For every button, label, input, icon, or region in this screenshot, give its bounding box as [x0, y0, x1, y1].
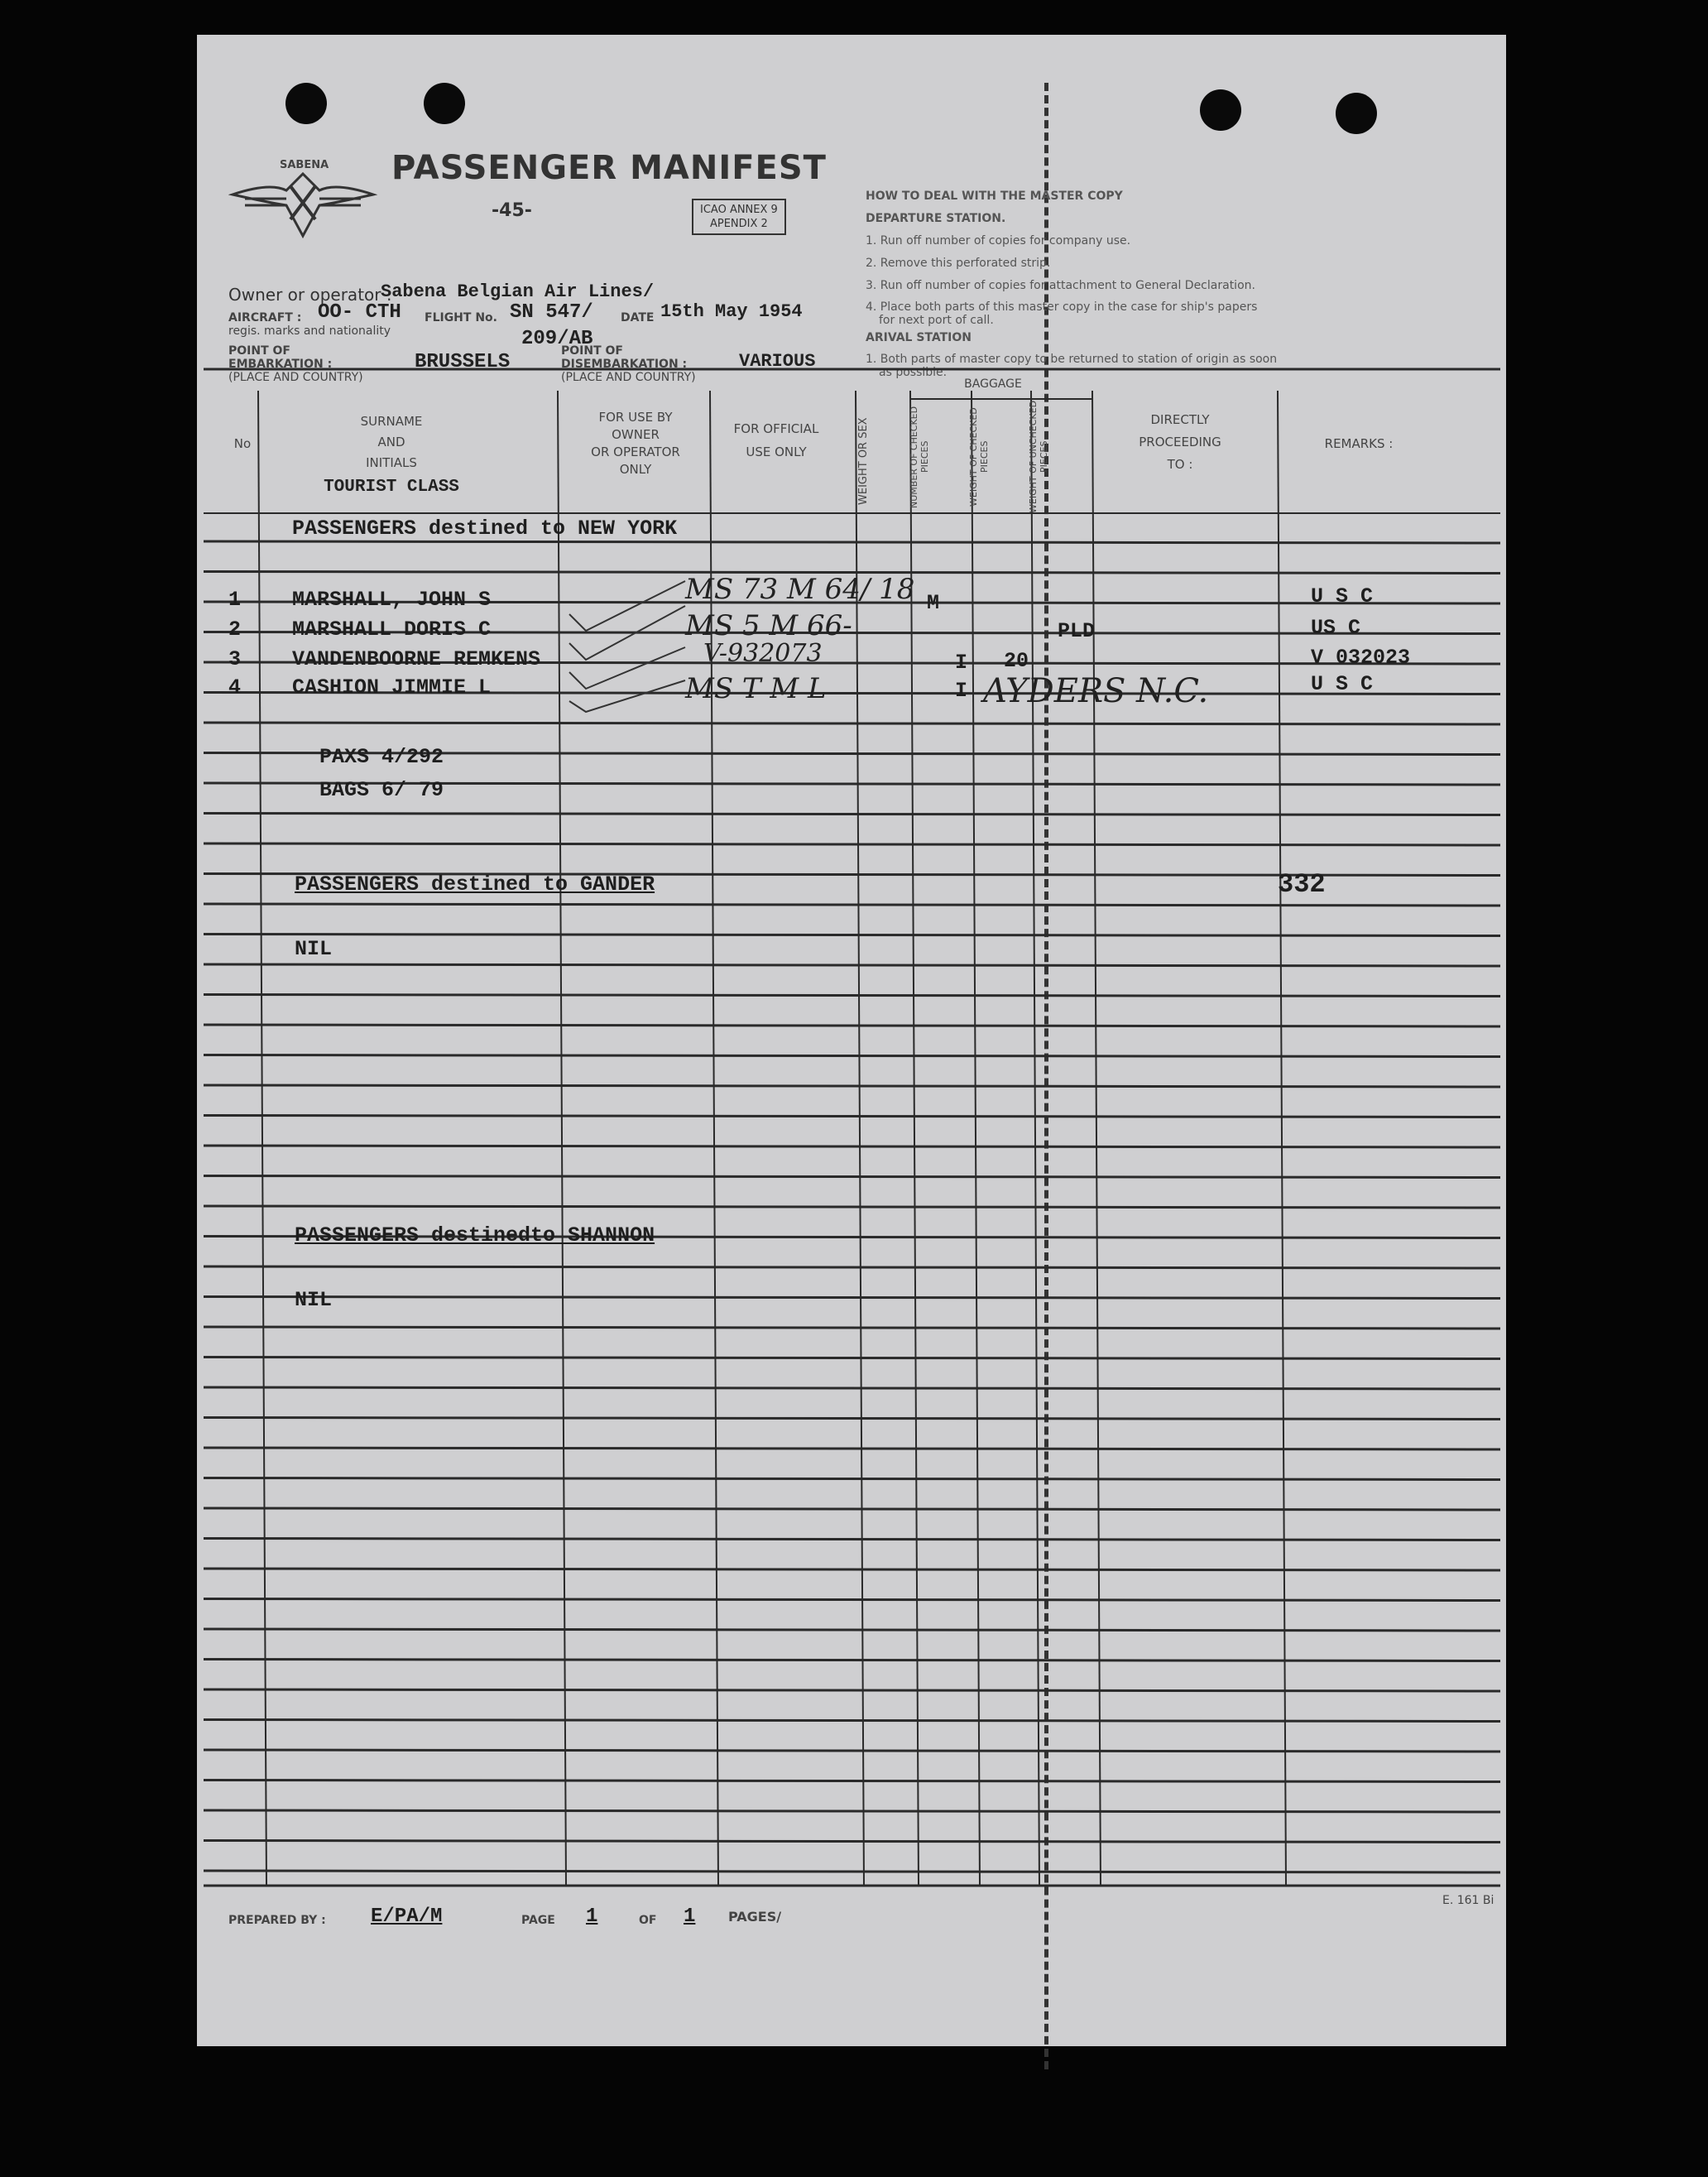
- instructions-departure: DEPARTURE STATION.: [866, 212, 1006, 225]
- row1-sex: M: [927, 591, 940, 615]
- row3-i: I: [955, 651, 968, 675]
- shannon-nil: NIL: [295, 1288, 333, 1312]
- passenger-no: 2: [228, 618, 242, 642]
- ruled-line: [204, 1841, 1500, 1843]
- paxs-total: PAXS 4/292: [319, 745, 444, 769]
- ruled-line: [204, 1025, 1500, 1026]
- dis-label-3: (PLACE AND COUNTRY): [561, 371, 696, 384]
- passenger-remark: U S C: [1311, 672, 1374, 696]
- table-grid: [197, 35, 1506, 2046]
- instruction-item: as possible.: [879, 366, 948, 379]
- col-header-remarks: REMARKS :: [1324, 436, 1394, 451]
- passenger-name: MARSHALL DORIS C: [292, 618, 492, 642]
- logo-text: SABENA: [280, 159, 329, 171]
- col-header-weight-checked: WEIGHT OF CHECKED PIECES: [968, 407, 990, 507]
- instruction-item: for next port of call.: [879, 314, 994, 327]
- page-mark: -45-: [492, 200, 532, 221]
- col-header-unchecked: WEIGHT OF UNCHECKED PIECES: [1028, 400, 1049, 514]
- col-header-official-use: [710, 417, 842, 464]
- date-label: DATE: [621, 311, 655, 324]
- ruled-line: [204, 1418, 1500, 1420]
- surname-line: AND: [377, 435, 405, 449]
- dis-label-1: POINT OF: [561, 344, 623, 358]
- handwritten-row2: MS 5 M 66-: [685, 609, 852, 642]
- icao-line1: ICAO ANNEX 9: [700, 204, 778, 216]
- gander-nil: NIL: [295, 937, 333, 961]
- surname-line: SURNAME: [360, 414, 423, 429]
- ruled-line: [204, 1750, 1500, 1752]
- handwritten-row1: MS 73 M 64/ 18: [685, 573, 915, 606]
- prepared-value: E/PA/M: [371, 1905, 443, 1928]
- passenger-remark: V 032023: [1311, 646, 1411, 670]
- remark-total: 332: [1278, 869, 1326, 900]
- ruled-line: [204, 1781, 1500, 1782]
- col-header-checked: NUMBER OF CHECKED PIECES: [909, 406, 930, 508]
- official-use-line: FOR OFFICIAL: [733, 421, 819, 436]
- ruled-line: [204, 1176, 1500, 1178]
- flight-value: SN 547/: [510, 301, 593, 324]
- form-title: PASSENGER MANIFEST: [391, 149, 827, 187]
- emb-label-1: POINT OF: [228, 344, 290, 358]
- col-header-surname: [280, 411, 503, 497]
- ruled-line: [204, 1660, 1500, 1661]
- ruled-line: [204, 995, 1500, 997]
- ruled-line: [204, 723, 1500, 724]
- ruled-line: [204, 1539, 1500, 1540]
- ruled-line: [204, 1508, 1500, 1510]
- ruled-line: [204, 1327, 1500, 1329]
- prepared-label: PREPARED BY :: [228, 1914, 326, 1927]
- ruled-line: [204, 1297, 1500, 1299]
- passenger-name: CASHION JIMMIE L: [292, 675, 492, 699]
- manifest-sheet: [197, 35, 1506, 2046]
- col-header-no: No: [233, 436, 252, 451]
- owner-use-line: ONLY: [619, 462, 652, 477]
- date-value: 15th May 1954: [660, 301, 803, 322]
- ruled-line: [204, 1871, 1500, 1872]
- ruled-line: [204, 1387, 1500, 1389]
- ruled-line: [204, 1055, 1500, 1057]
- owner-label: Owner or operator :: [228, 285, 392, 305]
- passenger-remark: U S C: [1311, 584, 1374, 608]
- directly-line: DIRECTLY: [1150, 412, 1210, 427]
- ruled-line: [204, 1448, 1500, 1449]
- ruled-line: [204, 541, 1500, 543]
- ruled-line: [204, 904, 1500, 906]
- row4-i: I: [955, 679, 968, 703]
- handwritten-row4: MS T M L: [685, 672, 827, 705]
- icao-line2: APENDIX 2: [709, 218, 768, 230]
- emb-label-2: EMBARKATION :: [228, 358, 333, 371]
- disembarkation-value: VARIOUS: [739, 351, 816, 372]
- instructions-heading: HOW TO DEAL WITH THE MASTER COPY: [866, 190, 1123, 203]
- ruled-line: [204, 1266, 1500, 1268]
- regis-label: regis. marks and nationality: [228, 324, 391, 338]
- directly-line: PROCEEDING: [1139, 435, 1221, 449]
- ruled-line: [204, 964, 1500, 966]
- flight-value-2: 209/AB: [521, 328, 593, 350]
- ruled-line: [204, 1569, 1500, 1570]
- tourist-class-label: TOURIST CLASS: [324, 478, 459, 497]
- bags-total: BAGS 6/ 79: [319, 778, 444, 802]
- instruction-item: 1. Both parts of master copy to be returned to station of origin as soon: [866, 353, 1278, 366]
- of-label: OF: [639, 1914, 657, 1927]
- check-marks: [561, 565, 727, 714]
- row2-pld: PLD: [1058, 619, 1096, 643]
- row3-weight: 20: [1004, 649, 1029, 673]
- col-rule: [856, 391, 864, 1886]
- owner-use-line: OR OPERATOR: [591, 445, 680, 459]
- ruled-line: [204, 935, 1500, 936]
- instruction-item: 2. Remove this perforated strip.: [866, 257, 1051, 270]
- col-header-directly: [1097, 409, 1263, 476]
- ruled-line: [204, 1599, 1500, 1601]
- ruled-line: [204, 1085, 1500, 1087]
- col-header-owner-use: [569, 409, 702, 478]
- surname-line: INITIALS: [366, 455, 417, 470]
- col-header-weight: WEIGHT OR SEX: [857, 417, 870, 505]
- aircraft-value: OO- CTH: [318, 301, 401, 324]
- col-rule: [258, 391, 266, 1886]
- ruled-line: [204, 1629, 1500, 1631]
- dis-label-2: DISEMBARKATION :: [561, 358, 688, 371]
- ruled-line: [204, 1146, 1500, 1147]
- ruled-line: [204, 1689, 1500, 1691]
- passenger-name: VANDENBOORNE REMKENS: [292, 647, 541, 671]
- ruled-line: [204, 1358, 1500, 1359]
- page-label: PAGE: [521, 1914, 555, 1927]
- instruction-item: 3. Run off number of copies for attachment to General Declaration.: [866, 279, 1255, 292]
- aircraft-label: AIRCRAFT :: [228, 311, 302, 324]
- flight-label: FLIGHT No.: [425, 311, 497, 324]
- passenger-remark: US C: [1311, 616, 1361, 640]
- passenger-no: 1: [228, 588, 242, 612]
- passenger-name: MARSHALL, JOHN S: [292, 588, 492, 612]
- official-use-line: USE ONLY: [746, 445, 807, 459]
- handwritten-row3: V-932073: [703, 639, 823, 668]
- embarkation-value: BRUSSELS: [415, 351, 511, 373]
- col-header-baggage: BAGGAGE: [964, 377, 1022, 391]
- passenger-no: 3: [228, 647, 242, 671]
- passenger-no: 4: [228, 675, 242, 699]
- handwritten-row4-destination: AYDERS N.C.: [983, 672, 1209, 710]
- ruled-line: [204, 1720, 1500, 1722]
- ruled-line: [204, 1478, 1500, 1480]
- ruled-line: [204, 1810, 1500, 1812]
- ruled-line: [204, 1206, 1500, 1208]
- ruled-line: [204, 814, 1500, 815]
- instruction-item: 1. Run off number of copies for company use.: [866, 234, 1131, 247]
- section-gander: PASSENGERS destined to GANDER: [295, 872, 655, 896]
- pages-label: PAGES/: [728, 1909, 782, 1925]
- instruction-item: 4. Place both parts of this master copy in the case for ship's papers: [866, 300, 1258, 314]
- section-new-york: PASSENGERS destined to NEW YORK: [292, 517, 678, 541]
- directly-line: TO :: [1167, 457, 1193, 472]
- owner-use-line: FOR USE BY: [598, 410, 673, 425]
- section-shannon: PASSENGERS destinedto SHANNON: [295, 1223, 655, 1247]
- owner-value: Sabena Belgian Air Lines/: [381, 281, 655, 302]
- owner-use-line: OWNER: [612, 427, 660, 442]
- of-value: 1: [684, 1905, 696, 1928]
- form-code: E. 161 Bi: [1442, 1894, 1494, 1907]
- instructions-arrival: ARIVAL STATION: [866, 331, 972, 344]
- emb-label-3: (PLACE AND COUNTRY): [228, 371, 363, 384]
- ruled-line: [204, 1116, 1500, 1117]
- ruled-line: [204, 843, 1500, 845]
- page-value: 1: [586, 1905, 598, 1928]
